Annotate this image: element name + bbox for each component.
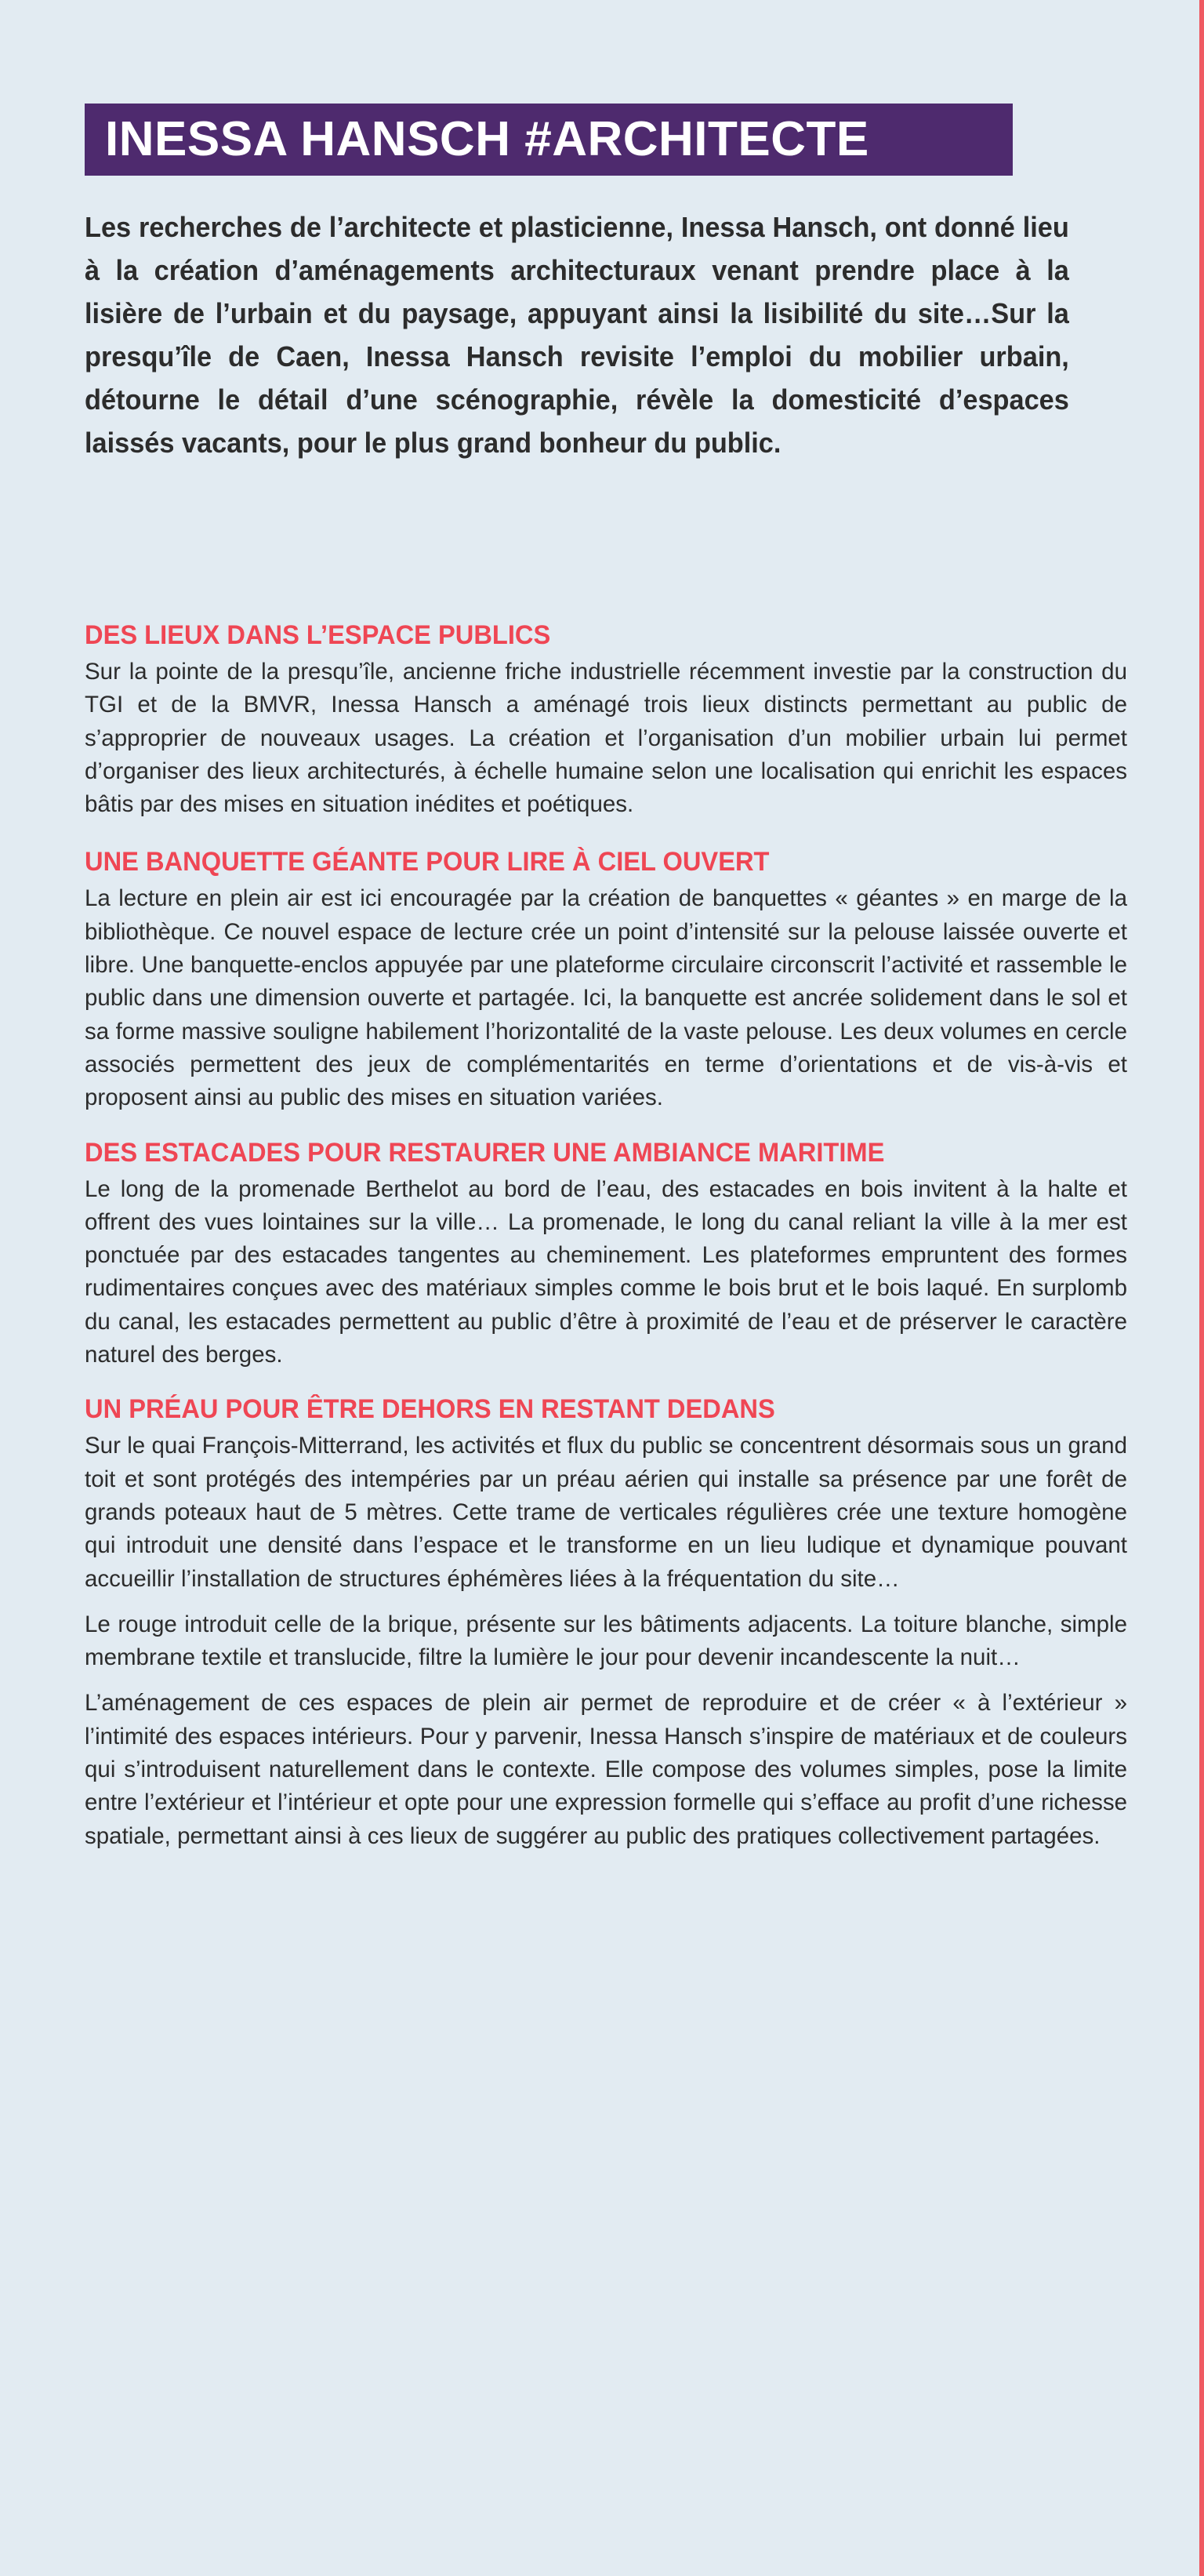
section-heading: DES ESTACADES POUR RESTAURER UNE AMBIANCE MARITIME bbox=[85, 1137, 885, 1168]
section-heading: UN PRÉAU POUR ÊTRE DEHORS EN RESTANT DEDANS bbox=[85, 1394, 775, 1425]
section-paragraph: Le rouge introduit celle de la brique, présente sur les bâtiments adjacents. La toiture blanche, simple membrane textile et translucide, filtre la lumière le jour pour devenir incandescente la nuit… bbox=[85, 1611, 1127, 1671]
section-paragraph: Sur le quai François-Mitterrand, les activités et flux du public se concentrent désormais sous un grand toit et sont protégés des intempéries par un préau aérien qui installe sa présence par une forêt de grands poteaux haut de 5 mètres. Cette trame de verticales régulières crée une texture homogène qui introduit une densité dans l’espace et le transforme en un lieu ludique et dynamique pouvant accueillir l’installation de structures éphémères liées à la fréquentation du site… bbox=[85, 1433, 1127, 1592]
section-heading: UNE BANQUETTE GÉANTE POUR LIRE À CIEL OUVERT bbox=[85, 847, 770, 877]
section-paragraph: Sur la pointe de la presqu’île, ancienne friche industrielle récemment investie par la construction du TGI et de la BMVR, Inessa Hansch a aménagé trois lieux distincts permettant au public de s’approprier de nouveaux usages. La création et l’organisation d’un mobilier urbain lui permet d’organiser des lieux architecturés, à échelle humaine selon une localisation qui enrichit les espaces bâtis par des mises en situation inédites et poétiques. bbox=[85, 659, 1127, 818]
section-public-spaces bbox=[85, 618, 1127, 821]
section-paragraph: L’aménagement de ces espaces de plein air permet de reproduire et de créer « à l’extérieur » l’intimité des espaces intérieurs. Pour y parvenir, Inessa Hansch s’inspire de matériaux et de couleurs qui s’introduisent naturellement dans le contexte. Elle compose des volumes simples, pose la limite entre l’extérieur et l’intérieur et opte pour une expression formelle qui s’efface au profit d’une richesse spatiale, permettant ainsi à ces lieux de suggérer au public des pratiques collectivement partagées. bbox=[85, 1690, 1127, 1849]
section-piers bbox=[85, 1135, 1127, 1372]
section-heading: DES LIEUX DANS L’ESPACE PUBLICS bbox=[85, 620, 551, 650]
section-paragraph: Le long de la promenade Berthelot au bord de l’eau, des estacades en bois invitent à la halte et offrent des vues lointaines sur la ville… La promenade, le long du canal reliant la ville à la mer est ponctuée par des estacades tangentes au cheminement. Les plateformes empruntent des formes rudimentaires conçues avec des matériaux simples comme le bois brut et le bois laqué. En surplomb du canal, les estacades permettent au public d’être à proximité de l’eau et de préserver le caractère naturel des berges. bbox=[85, 1175, 1127, 1368]
intro-paragraph: Les recherches de l’architecte et plasticienne, Inessa Hansch, ont donné lieu à la création d’aménagements architecturaux venant prendre place à la lisière de l’urbain et du paysage, appuyant ainsi la lisibilité du site…Sur la presqu’île de Caen, Inessa Hansch revisite l’emploi du mobilier urbain, détourne le détail d’une scénographie, révèle la domesticité d’espaces laissés vacants, pour le plus grand bonheur du public. bbox=[85, 211, 1069, 459]
section-paragraph: La lecture en plein air est ici encouragée par la création de banquettes « géantes » en marge de la bibliothèque. Ce nouvel espace de lecture crée un point d’intensité sur la pelouse laissée ouverte et libre. Une banquette-enclos appuyée par une plateforme circulaire circonscrit l’activité et rassemble le public dans une dimension ouverte et partagée. Ici, la banquette est ancrée solidement dans le sol et sa forme massive souligne habilement l’horizontalité de la vaste pelouse. Les deux volumes en cercle associés permettent des jeux de complémentarités en terme d’orientations et de vis-à-vis et proposent ainsi au public des mises en situation variées. bbox=[85, 885, 1127, 1111]
section-giant-bench bbox=[85, 845, 1127, 1114]
section-covered-shelter bbox=[85, 1392, 1127, 1853]
page-title: INESSA HANSCH #ARCHITECTE bbox=[85, 104, 1013, 176]
